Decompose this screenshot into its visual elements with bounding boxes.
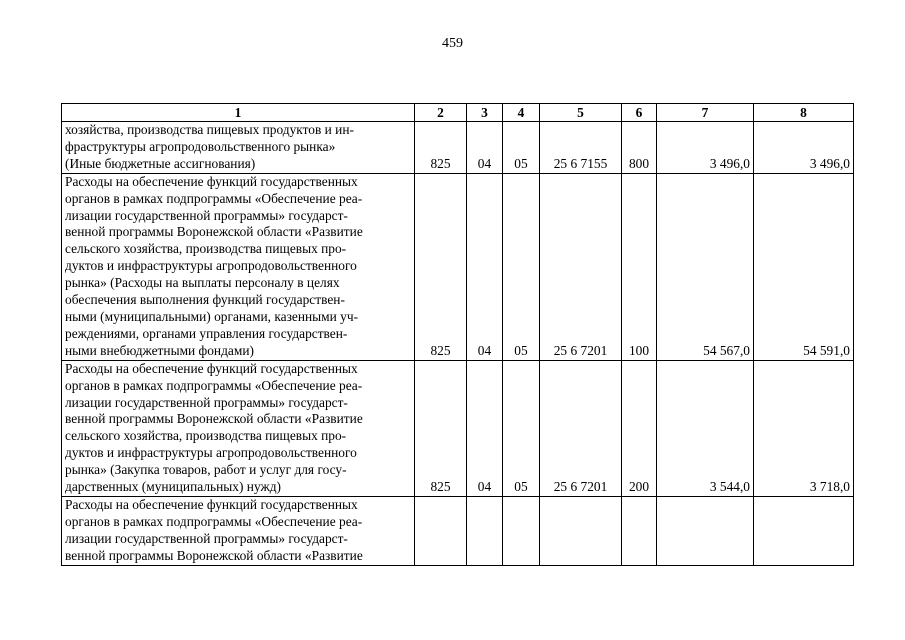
row-subsection: 05 bbox=[503, 122, 540, 174]
row-expense-type: 800 bbox=[622, 122, 657, 174]
row-section: 04 bbox=[467, 122, 503, 174]
header-col-1: 1 bbox=[62, 104, 415, 122]
row-section bbox=[467, 496, 503, 565]
table-row bbox=[62, 360, 854, 496]
header-col-5: 5 bbox=[540, 104, 622, 122]
header-col-3: 3 bbox=[467, 104, 503, 122]
table-row bbox=[62, 173, 854, 360]
row-description: Расходы на обеспечение функций государственных органов в рамках подпрограммы «Обеспечение реа- лизации государственной программы» государст- венной программы Воронежской области «Развитие сельского хозяйства, производства пищевых про- дуктов и инфраструктуры агропродовольственного рынка» (Расходы на выплаты персоналу в целях обеспечения выполнения функций государствен- ными (муниципальными) органами, казенными уч- реждениями, органами управления государствен- ными внебюджетными фондами) bbox=[62, 173, 415, 360]
row-ministry-code: 825 bbox=[415, 173, 467, 360]
row-expense-type bbox=[622, 496, 657, 565]
table-row bbox=[62, 496, 854, 565]
table-header-row bbox=[62, 104, 854, 122]
row-expense-type: 200 bbox=[622, 360, 657, 496]
budget-table bbox=[61, 103, 854, 566]
row-target-article: 25 6 7201 bbox=[540, 173, 622, 360]
row-ministry-code bbox=[415, 496, 467, 565]
row-amount-col8: 3 496,0 bbox=[754, 122, 854, 174]
row-target-article: 25 6 7155 bbox=[540, 122, 622, 174]
row-amount-col7: 54 567,0 bbox=[657, 173, 754, 360]
row-description: хозяйства, производства пищевых продуктов и ин- фраструктуры агропродовольственного рынка» (Иные бюджетные ассигнования) bbox=[62, 122, 415, 174]
row-ministry-code: 825 bbox=[415, 360, 467, 496]
row-section: 04 bbox=[467, 360, 503, 496]
header-col-2: 2 bbox=[415, 104, 467, 122]
row-amount-col7 bbox=[657, 496, 754, 565]
row-amount-col8 bbox=[754, 496, 854, 565]
row-amount-col7: 3 544,0 bbox=[657, 360, 754, 496]
row-subsection bbox=[503, 496, 540, 565]
table-row bbox=[62, 122, 854, 174]
page-number: 459 bbox=[442, 36, 463, 51]
header-col-4: 4 bbox=[503, 104, 540, 122]
row-description: Расходы на обеспечение функций государственных органов в рамках подпрограммы «Обеспечение реа- лизации государственной программы» государст- венной программы Воронежской области «Развитие bbox=[62, 496, 415, 565]
header-col-8: 8 bbox=[754, 104, 854, 122]
row-amount-col8: 3 718,0 bbox=[754, 360, 854, 496]
row-subsection: 05 bbox=[503, 173, 540, 360]
row-amount-col7: 3 496,0 bbox=[657, 122, 754, 174]
row-target-article bbox=[540, 496, 622, 565]
row-ministry-code: 825 bbox=[415, 122, 467, 174]
row-target-article: 25 6 7201 bbox=[540, 360, 622, 496]
row-description: Расходы на обеспечение функций государственных органов в рамках подпрограммы «Обеспечение реа- лизации государственной программы» государст- венной программы Воронежской области «Развитие сельского хозяйства, производства пищевых про- дуктов и инфраструктуры агропродовольственного рынка» (Закупка товаров, работ и услуг для госу- дарственных (муниципальных) нужд) bbox=[62, 360, 415, 496]
row-section: 04 bbox=[467, 173, 503, 360]
header-col-6: 6 bbox=[622, 104, 657, 122]
row-expense-type: 100 bbox=[622, 173, 657, 360]
row-amount-col8: 54 591,0 bbox=[754, 173, 854, 360]
header-col-7: 7 bbox=[657, 104, 754, 122]
row-subsection: 05 bbox=[503, 360, 540, 496]
